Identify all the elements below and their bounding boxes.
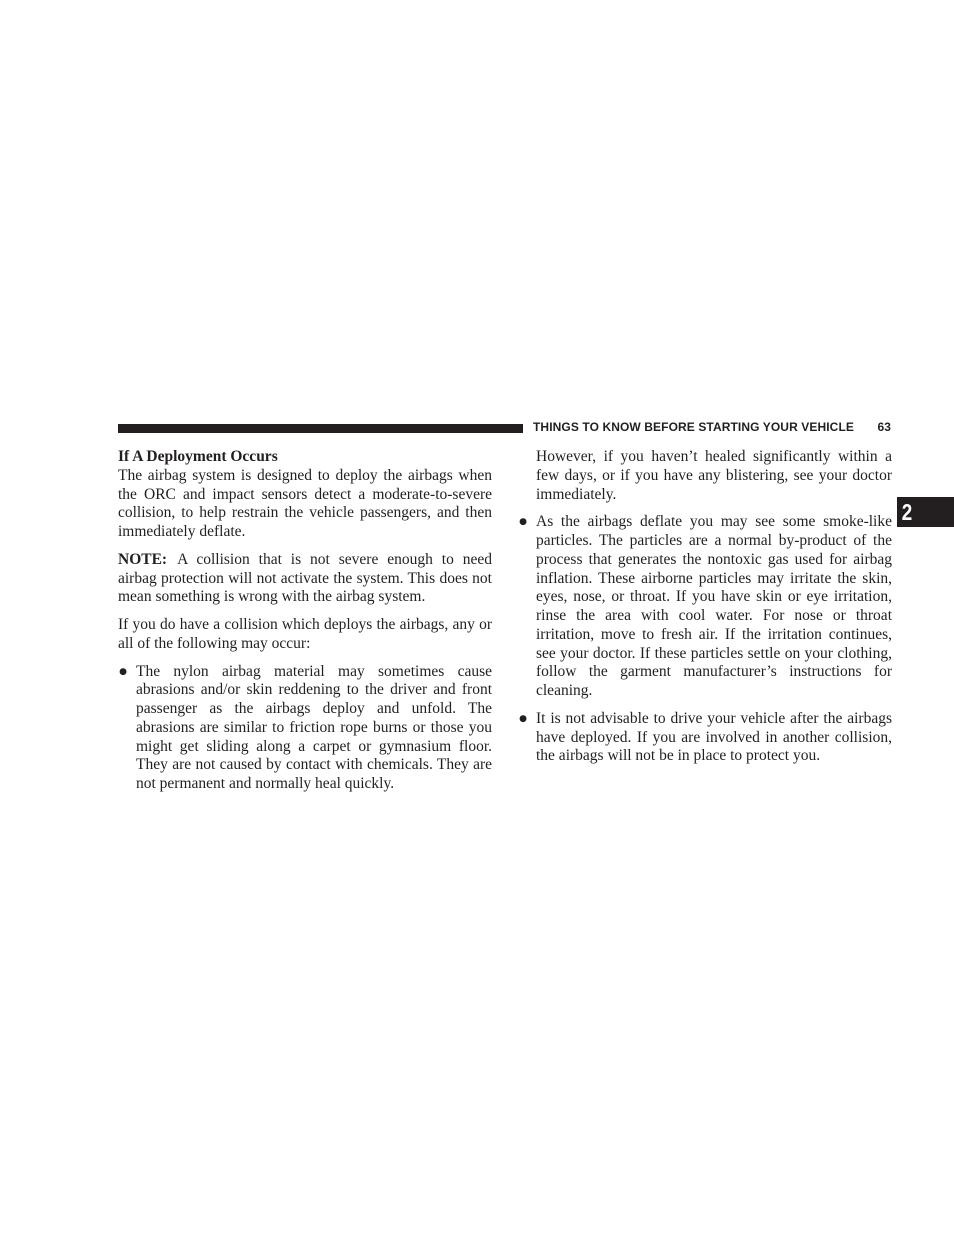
section-heading: If A Deployment Occurs <box>118 448 278 465</box>
note-paragraph <box>118 551 492 607</box>
continuation-paragraph: However, if you haven’t healed significantly within a few days, or if you have any blistering, see your doctor immediately. <box>536 448 892 503</box>
bullet-icon: ● <box>519 517 527 528</box>
note-text: A collision that is not severe enough to need airbag protection will not activate the system. This does not mean something is wrong with the airbag system. <box>118 550 492 606</box>
chapter-number: 2 <box>901 499 913 525</box>
bullet-icon: ● <box>519 713 527 724</box>
bullet-icon: ● <box>119 666 127 677</box>
left-column <box>118 448 492 803</box>
bullet-text: As the airbags deflate you may see some smoke-like particles. The particles are a normal by-product of the process that generates the nontoxic gas used for airbag inflation. These airborne particles may irritate the skin, eyes, nose, or throat. If you have skin or eye irritation, rinse the area with cool water. For nose or throat irritation, move to fresh air. If the irritation continues, see your doctor. If these particles settle on your clothing, follow the garment manufacturer’s instructions for cleaning. <box>536 513 892 699</box>
bullet-text: The nylon airbag material may sometimes cause abrasions and/or skin reddening to the driver and front passenger as the airbags deploy and unfold. The abrasions are similar to friction rope burns or those you might get sliding along a carpet or gymnasium floor. They are not caused by contact with chemicals. They are not permanent and normally heal quickly. <box>136 662 492 792</box>
list-item <box>118 663 492 794</box>
note-label: NOTE: <box>118 550 168 568</box>
bullet-text: It is not advisable to drive your vehicle after the airbags have deployed. If you are involved in another collision, the airbags will not be in place to protect you. <box>536 709 892 765</box>
list-item <box>518 710 892 766</box>
list-item <box>518 513 892 701</box>
header-rule <box>118 424 523 433</box>
page-number: 63 <box>877 420 891 434</box>
section-title: THINGS TO KNOW BEFORE STARTING YOUR VEHICLE <box>533 420 854 434</box>
intro-paragraph: The airbag system is designed to deploy the airbags when the ORC and impact sensors detect a moderate-to-severe collision, to help restrain the vehicle passengers, and then immediately deflate. <box>118 466 492 540</box>
lead-in-paragraph: If you do have a collision which deploys the airbags, any or all of the following may occur: <box>118 616 492 652</box>
chapter-tab <box>897 497 954 527</box>
running-header <box>533 420 891 436</box>
right-column <box>518 448 892 775</box>
